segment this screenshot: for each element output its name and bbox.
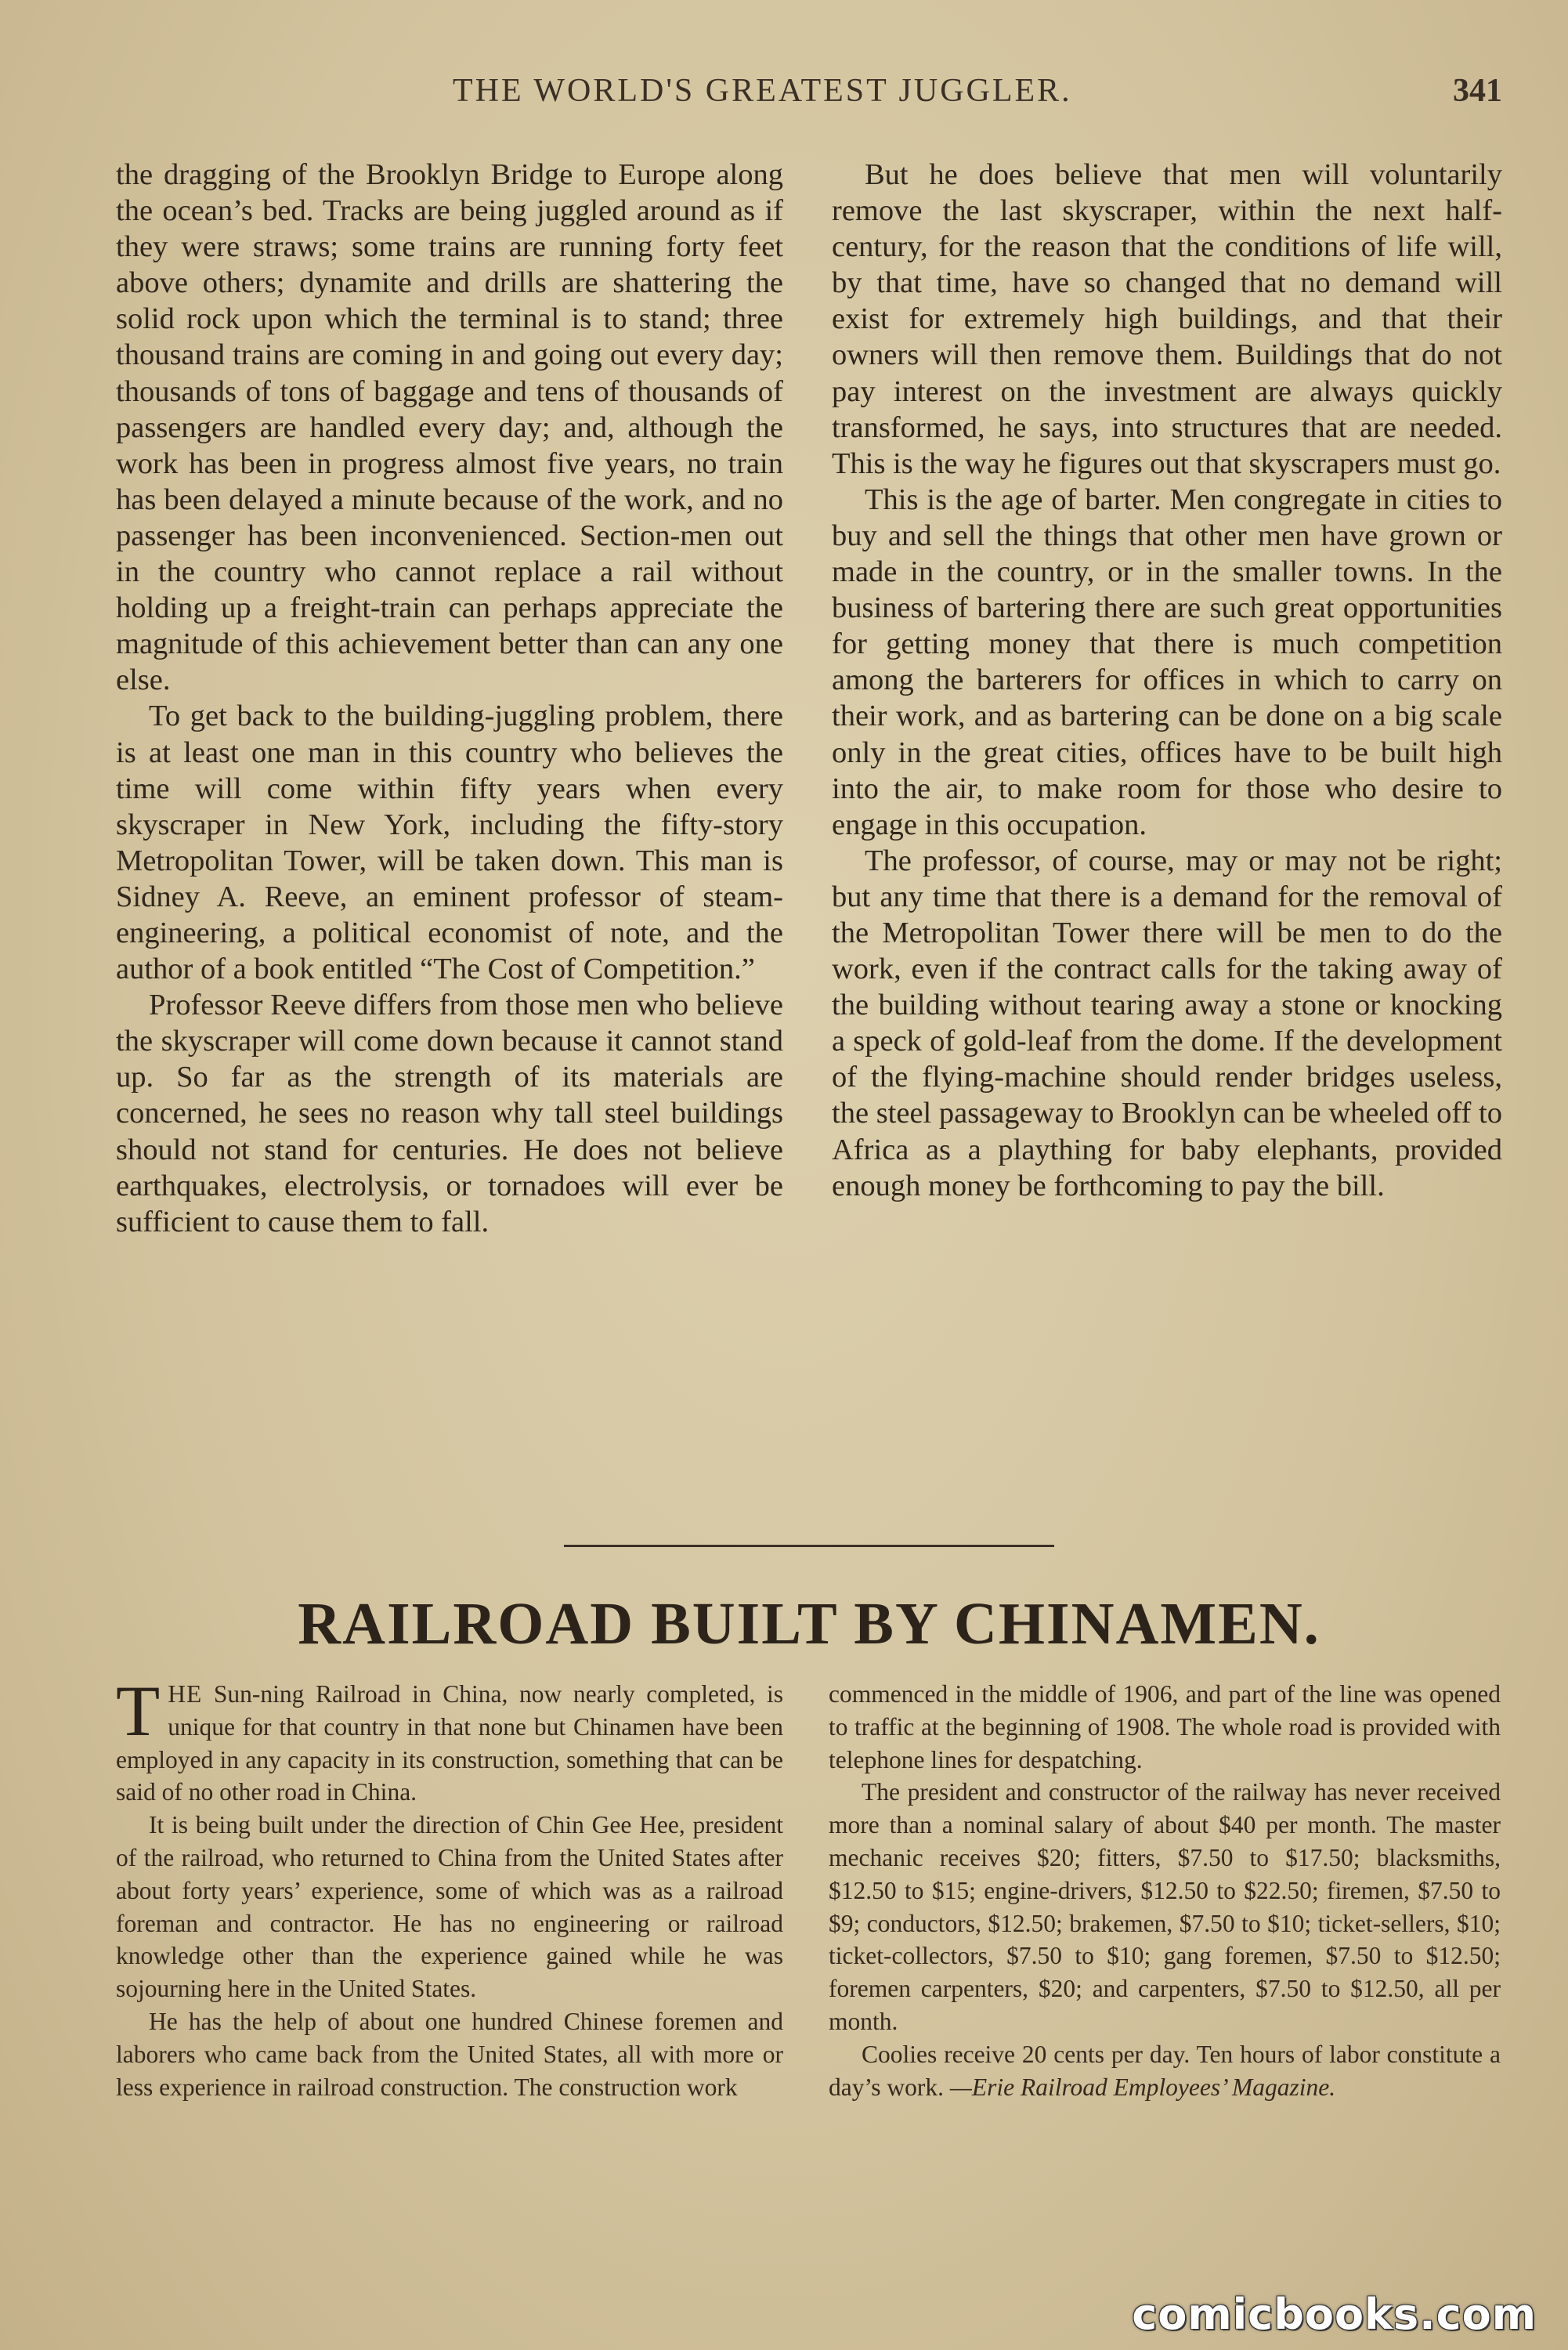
running-title: THE WORLD'S GREATEST JUGGLER. [453,73,1072,109]
lead-paragraph [116,1671,783,1809]
paragraph: the dragging of the Brooklyn Bridge to Europe along the ocean’s bed. Tracks are being juggled around as if they were straws; some trains are running forty feet above others; dynamite and drills are shattering the solid rock upon which the terminal is to stand; three thousand trains are coming in and going out every day; thousands of tons of baggage and tens of thousands of passengers are handled every day; and, although the work has been in progress almost five years, no train has been delayed a minute because of the work, and no passenger has been inconvenienced. Section-men out in the country who cannot replace a rail without holding up a freight-train can perhaps appreciate the magnitude of this achievement better than can any one else. [116,158,783,697]
paragraph: commenced in the middle of 1906, and part of the line was opened to traffic at the beginning of 1908. The whole road is provided with telephone lines for despatching. [829,1680,1501,1773]
upper-article-right-column [832,157,1502,1204]
source-credit: —Erie Railroad Employees’ Magazine. [949,2073,1336,2101]
watermark-logo: comicbooks.com [1132,2290,1537,2339]
lower-article-left-column [116,1671,783,2103]
paragraph: It is being built under the direction of Chin Gee Hee, president of the railroad, who returned to China from the United States after about forty years’ experience, some of which was as a railroad foreman and contractor. He has no engineering or railroad knowledge other than the experience gained while he was sojourning here in the United States. [116,1811,783,2003]
drop-cap: T [116,1671,161,1751]
paragraph: But he does believe that men will voluntarily remove the last skyscraper, within the next half-century, for the reason that the conditions of life will, by that time, have so changed that no demand will exist for extremely high buildings, and that their owners will then remove them. Buildings that do not pay interest on the investment are always quickly transformed, he says, into structures that are needed. This is the way he figures out that skyscrapers must go. [832,158,1502,480]
closing-paragraph [829,2038,1501,2104]
paragraph: The professor, of course, may or may not be right; but any time that there is a demand for the removal of the Metropolitan Tower there will be men to do the work, even if the contract calls for the taking away of the building without tearing away a stone or knocking a speck of gold-leaf from the dome. If the development of the flying-machine should render bridges useless, the steel passageway to Brooklyn can be wheeled off to Africa as a plaything for baby elephants, provided enough money be forthcoming to pay the bill. [832,844,1502,1202]
article-headline: RAILROAD BUILT BY CHINAMEN. [298,1591,1321,1657]
paragraph: He has the help of about one hundred Chinese foremen and laborers who came back from the United States, all with more or less experience in railroad construction. The construction work [116,2007,783,2101]
closing-text: Coolies receive 20 cents per day. Ten hours of labor constitute a day’s work. [829,2040,1501,2101]
running-header [116,72,1502,119]
section-divider [564,1545,1054,1547]
paragraph: The president and constructor of the railway has never received more than a nominal salary of about $40 per month. The master mechanic receives $20; fitters, $7.50 to $17.50; blacksmiths, $12.50 to $15; engine-drivers, $12.50 to $22.50; firemen, $7.50 to $9; conductors, $12.50; brakemen, $7.50 to $10; ticket-sellers, $10; ticket-collectors, $7.50 to $10; gang foremen, $7.50 to $12.50; foremen carpenters, $20; and carpenters, $7.50 to $12.50, all per month. [829,1778,1501,2035]
page-number: 341 [1453,73,1502,109]
lower-article-right-column [829,1678,1501,2103]
upper-article-left-column [116,157,783,1240]
paragraph: To get back to the building-juggling problem, there is at least one man in this country who believes the time will come within fifty years when every skyscraper in New York, including the fifty-story Metropolitan Tower, will be taken down. This man is Sidney A. Reeve, an eminent professor of steam-engineering, a political economist of note, and the author of a book entitled “The Cost of Competition.” [116,700,783,986]
paragraph: This is the age of barter. Men congregate in cities to buy and sell the things that other men have grown or made in the country, or in the smaller towns. In the business of bartering there are such great opportunities for getting money that there is much competition among the barterers for offices in which to carry on their work, and as bartering can be done on a big scale only in the great cities, offices have to be built high into the air, to make room for those who desire to engage in this occupation. [832,483,1502,841]
paragraph: Professor Reeve differs from those men who believe the skyscraper will come down because it cannot stand up. So far as the strength of its materials are concerned, he sees no reason why tall steel buildings should not stand for centuries. He does not believe earthquakes, electrolysis, or tornadoes will ever be sufficient to cause them to fall. [116,989,783,1238]
lead-word: HE [168,1680,203,1708]
lead-paragraph-text: Sun-ning Railroad in China, now nearly completed, is unique for that country in that none but Chinamen have been employed in any capacity in its construction, something that can be said of no other road in China. [116,1680,783,1806]
